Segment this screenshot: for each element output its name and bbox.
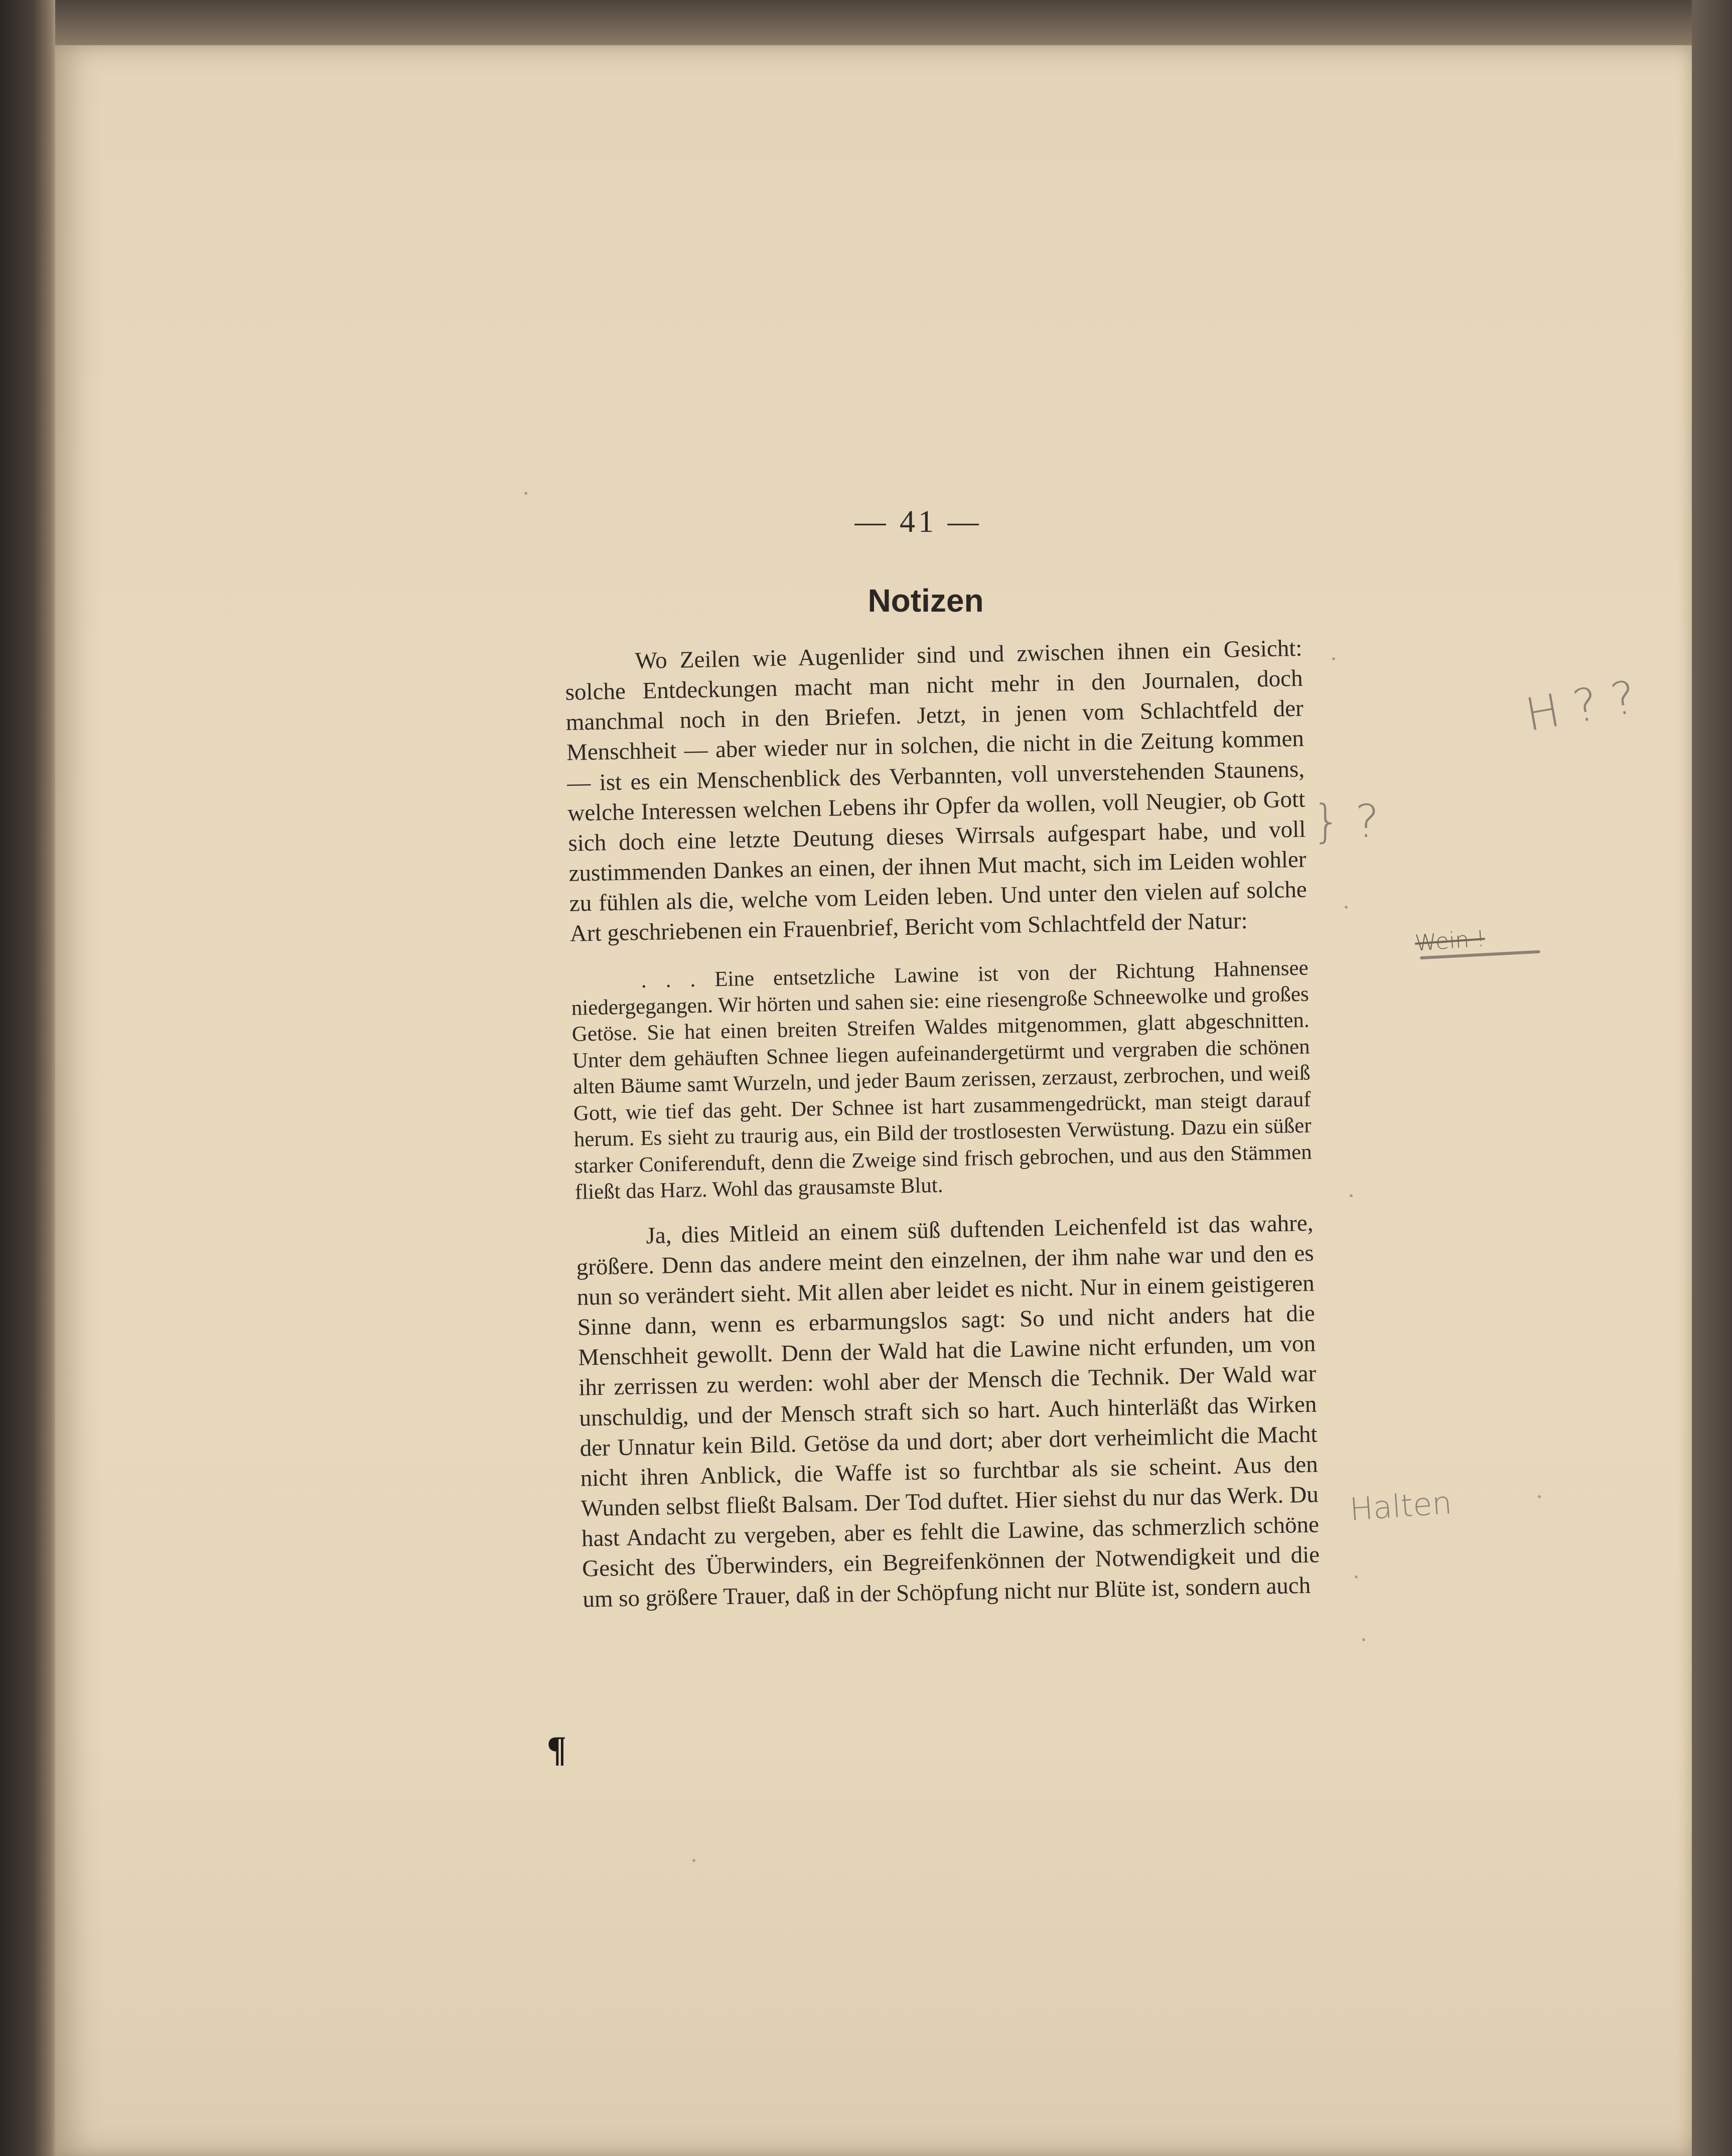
paper-speck: [1350, 1194, 1353, 1197]
margin-note-crossed-out: Wein !: [1414, 926, 1486, 956]
body-text: [564, 633, 1321, 1615]
paper-speck: [1332, 657, 1335, 660]
paper-speck: [1538, 1495, 1541, 1498]
margin-note-pencil-4: Halten: [1348, 1484, 1453, 1528]
page-number: — 41 —: [854, 505, 982, 539]
paper-speck: [692, 1859, 695, 1862]
margin-note-pencil-1: H ? ?: [1521, 670, 1640, 742]
scan-border-top: [55, 0, 1732, 45]
ink-blot-mark: ¶: [547, 1729, 566, 1769]
paragraph-intro: Wo Zeilen wie Augenlider sind und zwischen ihnen ein Gesicht: solche Entdeckungen macht man nicht mehr in den Journalen, doch manchmal noch in den Briefen. Jetzt, in jenen vom Schlachtfeld der Menschheit — aber wieder nur in solchen, die nicht in die Zeitung kommen — ist es ein Menschenblick des Verbannten, voll unverstehenden Staunens, welche Interessen welchen Lebens ihr Opfer da wollen, voll Neugier, ob Gott sich doch eine letzte Deutung dieses Wirrsals aufgespart habe, und voll zustimmenden Dankes an einen, der ihnen Mut macht, sich im Leiden wohler zu fühlen als die, welche vom Leiden leben. Und unter den vielen auf solche Art geschriebenen ein Frauenbrief, Bericht vom Schlachtfeld der Natur:: [565, 635, 1308, 947]
paper-speck: [1362, 1638, 1365, 1641]
quoted-letter: . . . Eine entsetzliche Lawine ist von der Richtung Hahnensee niedergegangen. Wir hörten und sahen sie: eine riesengroße Schneewolke und großes Getöse. Sie hat einen breiten Streifen Waldes mitgenommen, glatt abgeschnitten. Unter dem gehäuften Schnee liegen aufeinandergetürmt und vergraben die schönen alten Bäume samt Wurzeln, und jeder Baum zerissen, zerzaust, zerbrochen, und weiß Gott, wie tief das geht. Der Schnee ist hart zusammengedrückt, man steigt darauf herum. Es sieht zu traurig aus, ein Bild der trostlosesten Verwüstung. Dazu ein süßer starker Coniferenduft, denn die Zweige sind frisch gebrochen, und aus den Stämmen fließt das Harz. Wohl das grausamste Blut.: [571, 956, 1313, 1204]
page-title: Notizen: [868, 583, 984, 619]
paper-speck: [1345, 906, 1348, 909]
book-binding: [0, 0, 60, 2156]
paper-speck: [1355, 1575, 1358, 1578]
paragraph-commentary: Ja, dies Mitleid an einem süß duftenden Leichenfeld ist das wahre, größere. Denn das andere meint den einzelnen, der ihm nahe war und den es nun so verändert sieht. Mit allen aber leidet es nicht. Nur in einem geistigeren Sinne dann, wenn es erbarmungslos sagt: So und nicht anders hat die Menschheit gewollt. Denn der Wald hat die Lawine nicht erfunden, um von ihr zerrissen zu werden: wohl aber der Mensch die Technik. Der Wald war unschuldig, und der Mensch straft sich so hart. Auch hinterläßt das Wirken der Unnatur kein Bild. Getöse da und dort; aber dort verheimlicht die Macht nicht ihren Anblick, die Waffe ist so furchtbar als sie scheint. Aus den Wunden selbst fließt Balsam. Der Tod duftet. Hier siehst du nur das Werk. Du hast Andacht zu vergeben, aber es fehlt die Lawine, das schmerzlich schöne Gesicht des Überwinders, ein Begreifenkönnen der Notwendigkeit und die um so größere Trauer, daß in der Schöpfung nicht nur Blüte ist, sondern auch: [576, 1210, 1320, 1613]
scan-border-right: [1692, 0, 1732, 2156]
margin-note-pencil-2: } ?: [1312, 795, 1379, 848]
paper-speck: [524, 492, 527, 495]
